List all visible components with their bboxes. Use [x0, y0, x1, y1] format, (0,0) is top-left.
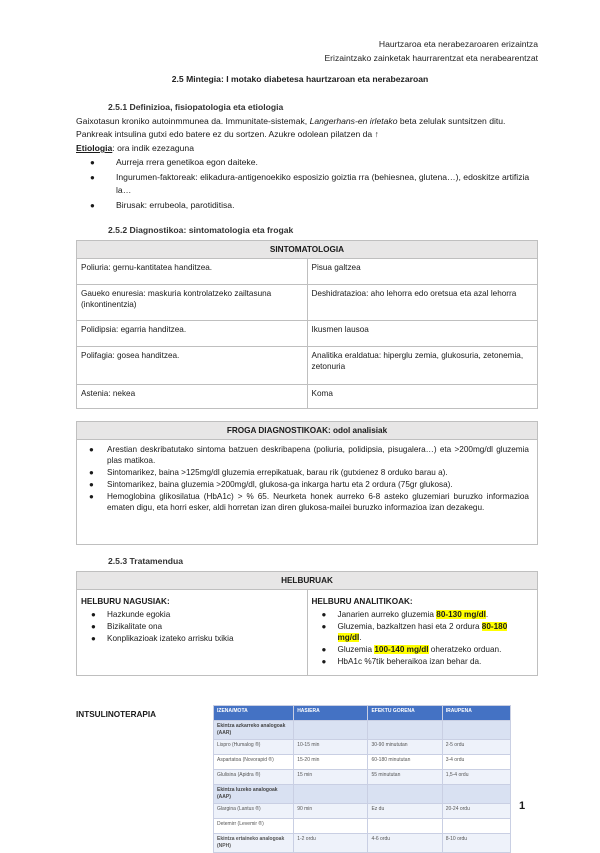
table-cell: Ekintza azkarreko analogoak (AAR) — [214, 721, 294, 740]
list-item-text: . — [485, 610, 489, 619]
etiology-label-underlined: Etiologia — [76, 143, 113, 153]
bullet-icon: ● — [91, 622, 96, 631]
table-cell: Gaueko enuresia: maskuria kontrolatzeko zailtasuna (inkontinentzia) — [77, 285, 308, 321]
table-cell: Polidipsia: egarria handitzea. — [77, 321, 308, 347]
general-goals-cell — [77, 590, 308, 676]
page-title: 2.5 Mintegia: I motako diabetesa haurtzaroan eta nerabezaroan — [171, 74, 429, 84]
table-cell: 55 minututan — [368, 770, 442, 785]
bullet-icon: ● — [321, 657, 327, 666]
table-cell: 15-20 min — [294, 755, 368, 770]
table-cell: Ekintza luzeko analogoak (AAP) — [214, 785, 294, 804]
list-item — [77, 491, 537, 513]
list-item-text: Bizikalitate ona — [107, 622, 163, 631]
bullet-icon: ● — [90, 158, 95, 167]
list-item-text: Hemoglobina glikosilatua (HbA1c) > % 65. Neurketa honek aurreko 6-8 asteko gluzemiari buruzko informazioa ematen digu, eta horri esker, aldi horretan izan diren glukosa-mailei buruzko informazioa izan dezakegu. — [107, 492, 529, 512]
etiology-list — [76, 156, 538, 214]
table-cell: Detemirr (Levemir ®) — [214, 819, 294, 834]
list-item-text: Gluzemia — [337, 645, 375, 654]
table-cell: Lispro (Humalog ®) — [214, 740, 294, 755]
page-number: 1 — [519, 800, 526, 812]
list-item-text: Birusak: errubeola, parotiditisa. — [116, 200, 235, 210]
list-item — [76, 156, 538, 169]
list-item — [81, 621, 303, 632]
table-cell: Glulisina (Apidra ®) — [214, 770, 294, 785]
section-heading-diagnosis: 2.5.2 Diagnostikoa: sintomatologia eta frogak — [108, 225, 294, 235]
list-item-text: . — [359, 633, 362, 642]
definition-paragraph — [76, 115, 538, 141]
list-item — [312, 621, 534, 643]
table-row — [214, 834, 511, 853]
goals-table — [76, 571, 538, 676]
highlighted-value: 80-130 mg/dl — [436, 610, 486, 619]
general-goals-list — [81, 609, 303, 644]
list-item-text: Aurreja rrera genetikoa egon daiteke. — [116, 157, 258, 167]
list-item-text: Ingurumen-faktoreak: elikadura-antigenoekiko esposizio goiztia rra (behiesnea, glutena…), edoskitze artifizia la… — [116, 172, 530, 195]
table-row — [77, 385, 538, 409]
symptoms-table-title: SINTOMATOLOGIA — [77, 241, 538, 259]
table-cell: Deshidratazioa: aho lehorra edo oretsua eta azal lehorra — [307, 285, 538, 321]
highlighted-value: 100-140 mg/dl — [374, 645, 429, 654]
table-cell: Astenia: nekea — [77, 385, 308, 409]
bullet-icon: ● — [321, 610, 327, 619]
table-header-cell: IZENA/MOTA — [214, 706, 294, 721]
general-goals-title: HELBURU NAGUSIAK: — [81, 597, 170, 606]
bullet-icon: ● — [89, 480, 94, 489]
table-row — [77, 285, 538, 321]
bullet-icon: ● — [90, 173, 95, 182]
table-cell: Aspartatoa (Novorapid ®) — [214, 755, 294, 770]
table-cell: 4-6 ordu — [368, 834, 442, 853]
table-cell: 60-180 minututan — [368, 755, 442, 770]
analytic-goals-cell — [307, 590, 538, 676]
section-heading-treatment: 2.5.3 Tratamendua — [108, 556, 183, 566]
list-item — [77, 479, 537, 490]
arrow-up-icon: ↑ — [374, 129, 379, 139]
list-item — [81, 609, 303, 620]
list-item — [312, 644, 534, 655]
diagnostic-tests-list — [77, 444, 537, 513]
bullet-icon: ● — [89, 445, 94, 454]
table-cell: 20-24 ordu — [442, 804, 510, 819]
header-line-1: Haurtzaroa eta nerabezaroaren erizaintza — [378, 39, 538, 49]
table-cell: 3-4 ordu — [442, 755, 510, 770]
table-header-cell: EFEKTU GORENA — [368, 706, 442, 721]
list-item-text: oheratzeko orduan. — [428, 645, 502, 654]
definition-text-italic: Langerhans-en irletako — [309, 116, 398, 126]
table-cell: 1-2 ordu — [294, 834, 368, 853]
table-cell — [294, 819, 368, 834]
list-item — [76, 171, 538, 197]
table-cell: Pisua galtzea — [307, 259, 538, 285]
table-cell: Polifagia: gosea handitzea. — [77, 347, 308, 385]
analytic-goals-list — [312, 609, 534, 667]
goals-table-title: HELBURUAK — [77, 572, 538, 590]
list-item-text: Sintomarikez, baina >125mg/dl gluzemia errepikatuak, barau rik (gutxienez 8 orduko barau a). — [107, 468, 448, 477]
highlighted-value: 80-180 mg/dl — [337, 622, 508, 642]
table-row — [214, 706, 511, 721]
list-item — [77, 444, 537, 466]
table-cell: Ikusmen lausoa — [307, 321, 538, 347]
definition-text-b: beta zelulak suntsitzen ditu. Pankreak intsulina gutxi edo batere ez du sortzen. Azukre odolean pilatzen da — [76, 116, 506, 139]
table-cell: 15 min — [294, 770, 368, 785]
table-cell: 90 min — [294, 804, 368, 819]
diagnostic-tests-box — [76, 421, 538, 545]
table-cell: Glargina (Lantus ®) — [214, 804, 294, 819]
list-item — [81, 633, 303, 644]
table-cell: Ez du — [368, 804, 442, 819]
table-cell: 1,5-4 ordu — [442, 770, 510, 785]
table-cell: Koma — [307, 385, 538, 409]
table-cell: Poliuria: gernu-kantitatea handitzea. — [77, 259, 308, 285]
table-cell: 8-10 ordu — [442, 834, 510, 853]
diagnostic-tests-title: FROGA DIAGNOSTIKOAK: odol analisiak — [77, 422, 537, 440]
list-item-text: Konplikazioak izateko arrisku txikia — [107, 634, 234, 643]
list-item-text: Arestian deskribatutako sintoma batzuen deskribapena (poliuria, polidipsia, pisugalera…) eta >200mg/dl gluzemia plas matikoa. — [107, 445, 529, 465]
table-header-cell: HASIERA — [294, 706, 368, 721]
etiology-label — [76, 143, 194, 153]
definition-text-a: Gaixotasun kroniko autoinmmunea da. Immunitate-sistemak, — [76, 116, 310, 126]
table-row — [214, 740, 511, 755]
bullet-icon: ● — [89, 468, 94, 477]
list-item — [76, 199, 538, 212]
etiology-label-rest: : ora indik ezezaguna — [112, 143, 194, 153]
table-row — [214, 755, 511, 770]
list-item — [77, 467, 537, 478]
list-item-text: HbA1c %7tik beheraikoa izan behar da. — [337, 657, 482, 666]
table-row — [214, 804, 511, 819]
table-cell — [368, 819, 442, 834]
insulin-therapy-label: INTSULINOTERAPIA — [76, 710, 157, 719]
bullet-icon: ● — [90, 201, 95, 210]
list-item-text: Sintomarikez, baina gluzemia >200mg/dl, glukosa-ga inkarga hartu eta 2 ordura (75gr glukosa). — [107, 480, 453, 489]
list-item-text: Janarien aurreko gluzemia — [337, 610, 437, 619]
list-item-text: Hazkunde egokia — [107, 610, 171, 619]
table-row — [77, 259, 538, 285]
bullet-icon: ● — [89, 492, 94, 501]
table-cell: 2-5 ordu — [442, 740, 510, 755]
bullet-icon: ● — [91, 634, 96, 643]
table-cell: 10-15 min — [294, 740, 368, 755]
bullet-icon: ● — [91, 610, 96, 619]
table-cell: Ekintza ertaineko analogoak (NPH) — [214, 834, 294, 853]
table-cell: Analitika eraldatua: hiperglu zemia, glukosuria, zetonemia, zetonuria — [307, 347, 538, 385]
analytic-goals-title: HELBURU ANALITIKOAK: — [311, 597, 413, 606]
table-row — [77, 321, 538, 347]
list-item — [312, 656, 534, 667]
bullet-icon: ● — [321, 622, 327, 631]
symptoms-table — [76, 240, 538, 409]
table-row — [214, 819, 511, 834]
table-row — [214, 785, 511, 804]
table-cell — [442, 819, 510, 834]
table-row — [77, 347, 538, 385]
bullet-icon: ● — [321, 645, 327, 654]
table-cell: 30-90 minututan — [368, 740, 442, 755]
table-row — [214, 721, 511, 740]
list-item — [312, 609, 534, 620]
table-row — [77, 590, 538, 676]
table-row — [214, 770, 511, 785]
insulin-table — [213, 705, 511, 853]
section-heading-definition: 2.5.1 Definizioa, fisiopatologia eta etiologia — [108, 102, 284, 112]
table-header-cell: IRAUPENA — [442, 706, 510, 721]
list-item-text: Gluzemia, bazkaltzen hasi eta 2 ordura — [337, 622, 482, 631]
header-line-2: Erizaintzako zainketak haurrarentzat eta nerabearentzat — [324, 53, 538, 63]
